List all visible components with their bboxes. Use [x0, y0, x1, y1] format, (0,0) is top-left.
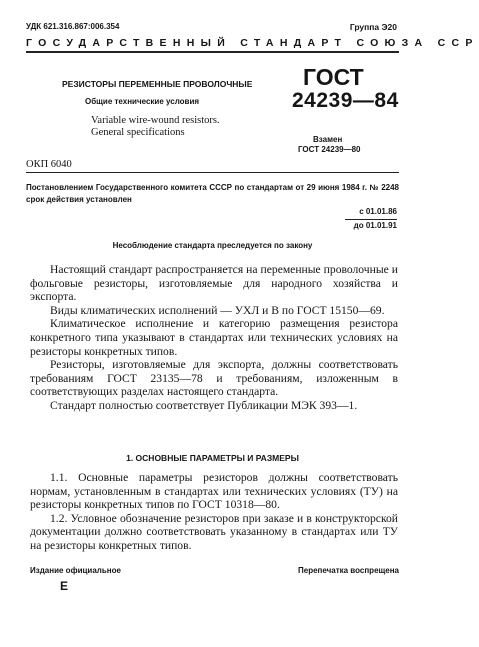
legal-notice: Несоблюдение стандарта преследуется по закону: [112, 241, 313, 250]
gost-label: ГОСТ: [303, 64, 364, 90]
subtitle-en: General specifications: [91, 127, 185, 138]
intro-paragraph: Резисторы, изготовляемые для экспорта, должны соответствовать требованиям ГОСТ 23135—78 и требованиям, изложенным в соответствующих разделах настоящего стандарта.: [30, 358, 398, 399]
intro-text: [30, 263, 398, 413]
validity-rule: [345, 219, 397, 220]
udc-code: УДК 621.316.867:006.354: [26, 22, 120, 31]
valid-from: с 01.01.86: [359, 207, 397, 216]
decree-text: Постановлением Государственного комитета СССР по стандартам от 29 июня 1984 г. № 2248 срок действия установлен: [26, 183, 399, 204]
intro-paragraph: Виды климатических исполнений — УХЛ и В по ГОСТ 15150—69.: [50, 303, 385, 317]
okp-code: ОКП 6040: [26, 159, 72, 170]
title-ru: РЕЗИСТОРЫ ПЕРЕМЕННЫЕ ПРОВОЛОЧНЫЕ: [62, 79, 253, 89]
replaces-value: ГОСТ 24239—80: [298, 145, 361, 154]
intro-paragraph: Климатическое исполнение и категорию размещения резистора конкретного типа указывают в стандартах или технических условиях на резисторы конкретных типов.: [30, 317, 398, 358]
gost-number: 24239—84: [292, 89, 399, 112]
okp-rule: [26, 172, 399, 173]
section-text: [30, 471, 398, 553]
state-standard-banner: ГОСУДАРСТВЕННЫЙ СТАНДАРТ СОЮЗА ССР: [26, 37, 479, 49]
replaces-label: Взамен: [313, 135, 343, 144]
footer-letter: Е: [60, 579, 69, 593]
intro-paragraph: Стандарт полностью соответствует Публикации МЭК 393—1.: [50, 398, 358, 412]
section-paragraph: 1.2. Условное обозначение резисторов при заказе и в конструкторской документации должно соответствовать указанному в стандартах или ТУ на резисторы конкретных типов.: [30, 511, 398, 552]
header-rule: [26, 51, 399, 53]
intro-paragraph: Настоящий стандарт распространяется на переменные проволочные и фольговые резисторы, изготовляемые для народного хозяйства и экспорта.: [30, 263, 398, 304]
reprint-prohibited: Перепечатка воспрещена: [298, 566, 399, 575]
group-code: Группа Э20: [349, 22, 397, 32]
section-paragraph: 1.1. Основные параметры резисторов должны соответствовать нормам, установленным в стандартах или технических условиях (ТУ) на резисторы конкретных типов по ГОСТ 10318—80.: [30, 471, 398, 512]
subtitle-ru: Общие технические условия: [85, 97, 200, 106]
valid-to: до 01.01.91: [353, 221, 397, 230]
title-en: Variable wire-wound resistors.: [91, 115, 220, 126]
official-edition: Издание официальное: [30, 566, 121, 575]
section-heading: 1. ОСНОВНЫЕ ПАРАМЕТРЫ И РАЗМЕРЫ: [126, 453, 299, 463]
